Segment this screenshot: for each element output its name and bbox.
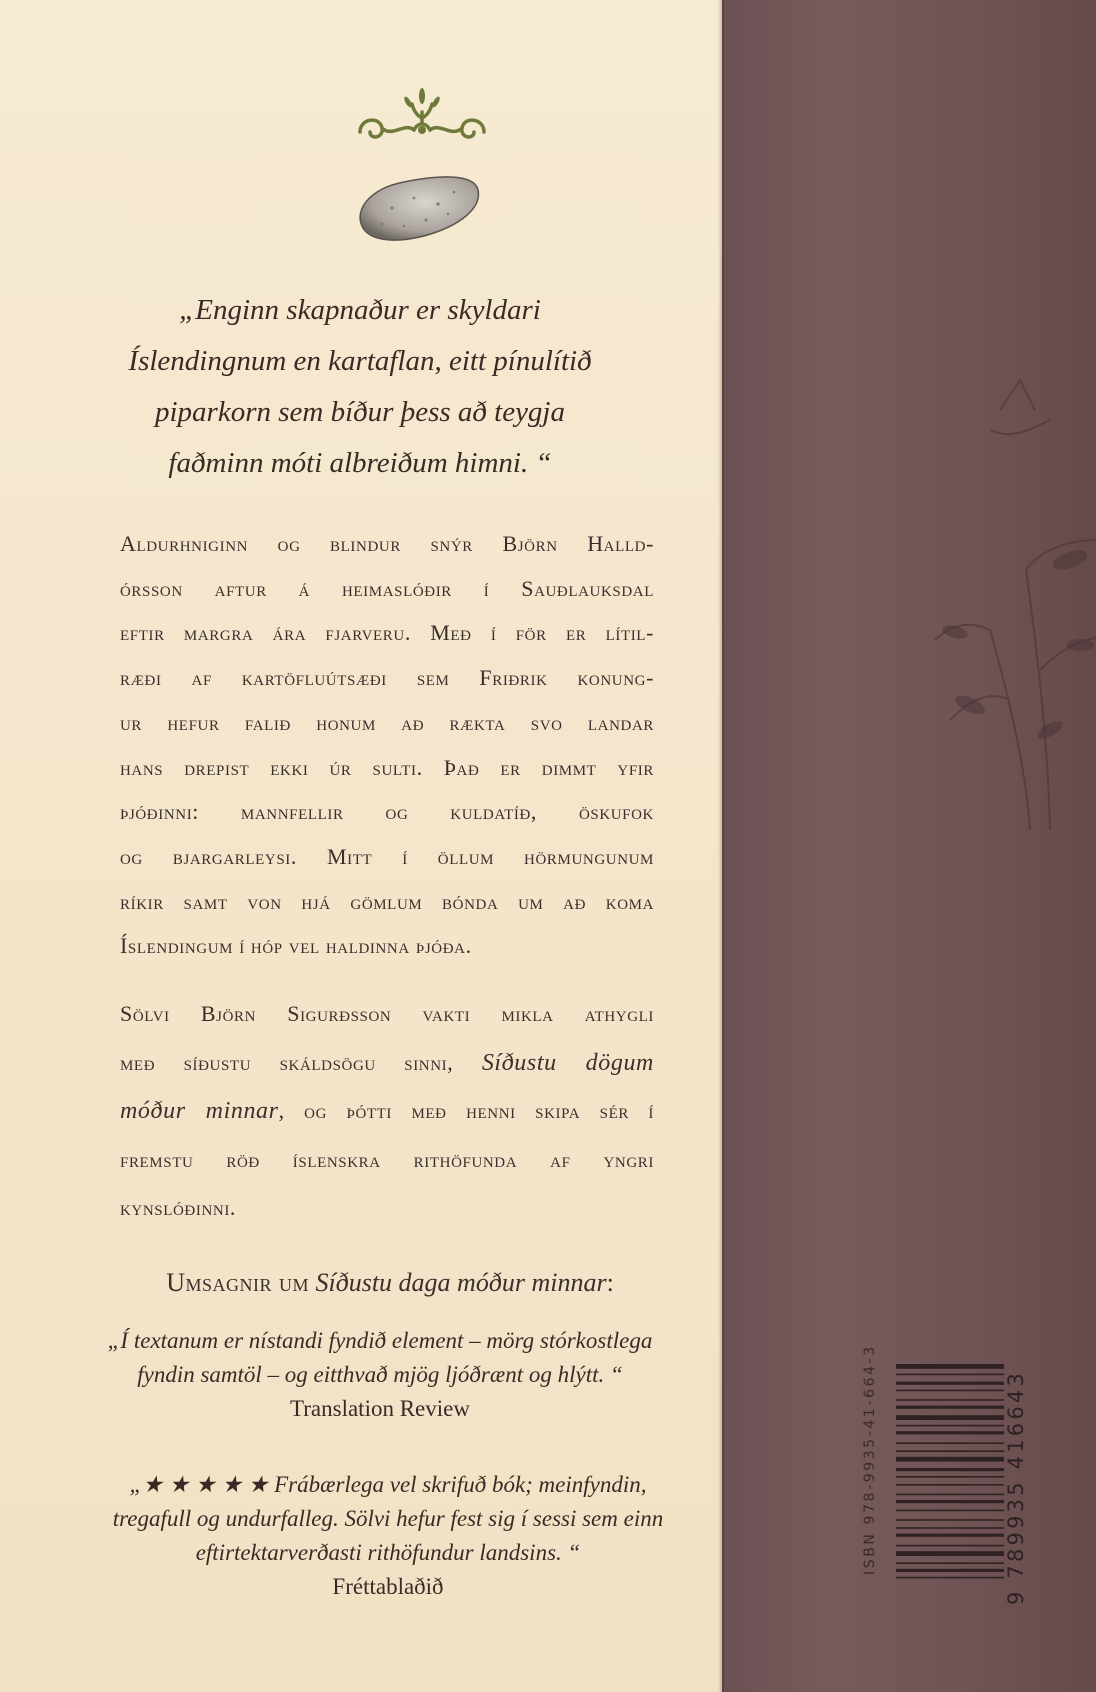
isbn-label: ISBN 978-9935-41-664-3 (862, 1344, 878, 1575)
blurb-line: ræði af kartöfluútsæði sem Friðrik konung- (120, 665, 654, 691)
barcode-bar (896, 1527, 1004, 1529)
blurb-line: órsson aftur á heimaslóðir í Sauðlauksdal (120, 575, 654, 601)
barcode-bar (896, 1494, 1004, 1496)
epigraph-line: piparkorn sem bíður þess að teygja (155, 396, 565, 428)
barcode-bar (896, 1545, 1004, 1547)
book-title-ref: Síðustu dögum (481, 1049, 654, 1076)
blurb-line: ríkir samt von hjá gömlum bónda um að koma (120, 888, 654, 914)
barcode-bar (896, 1457, 1004, 1462)
blurb-line: þjóðinni: mannfellir og kuldatíð, öskufok (120, 799, 654, 825)
author-note-line: Sölvi Björn Sigurðsson vakti mikla athygli (120, 1001, 654, 1026)
blurb-line: eftir margra ára fjarveru. Með í för er lítil- (120, 620, 654, 646)
barcode-bar (896, 1442, 1004, 1444)
epigraph-line: faðminn móti albreiðum himni. “ (168, 447, 552, 479)
barcode-bar (896, 1510, 1004, 1512)
review-line: tregafull og undurfalleg. Sölvi hefur fest sig í sessi sem einn (112, 1506, 664, 1531)
barcode-bar (896, 1374, 1004, 1376)
epigraph-line: Íslendingnum en kartaflan, eitt pínulítið (128, 345, 592, 377)
review-line: „★ ★ ★ ★ ★ Frábærlega vel skrifuð bók; meinfyndin, (129, 1472, 647, 1497)
plant-illustration-icon (930, 370, 1096, 840)
epigraph-line: „Enginn skapnaður er skyldari (179, 294, 541, 326)
author-note-text: með síðustu skáldsögu sinni, (120, 1049, 454, 1075)
barcode-digits: 9 789935 416643 (1004, 1369, 1028, 1605)
barcode-bar (896, 1562, 1004, 1564)
author-note-text: , og þótti með henni skipa sér í (278, 1098, 654, 1123)
potato-icon (352, 168, 482, 248)
review-source: Translation Review (290, 1396, 470, 1421)
book-title-ref: móður minnar (120, 1098, 279, 1124)
barcode-bar (896, 1390, 1004, 1392)
review-quote (68, 1468, 708, 1604)
reviews-heading-suffix: : (606, 1268, 614, 1297)
barcode-bar (896, 1534, 1004, 1537)
blurb-line: Íslendingum í hóp vel haldinna þjóða. (120, 933, 472, 959)
barcode-bar (896, 1476, 1004, 1478)
barcode-bar (896, 1431, 1004, 1434)
blurb-paragraph (120, 522, 654, 969)
author-note-line: fremstu röð íslenskra rithöfunda af yngri (120, 1146, 654, 1172)
blurb-line: hans drepist ekki úr sulti. Það er dimmt yfir (120, 754, 654, 780)
blurb-line: Aldurhniginn og blindur snýr Björn Halld- (120, 531, 654, 556)
barcode-bar (896, 1382, 1004, 1385)
barcode-bar (896, 1450, 1004, 1452)
author-note-paragraph (120, 990, 654, 1233)
barcode-bar (896, 1519, 1004, 1521)
barcode-bar (896, 1569, 1004, 1572)
reviews-heading-prefix: Umsagnir um (166, 1268, 309, 1297)
reviews-heading-title: Síðustu daga móður minnar (315, 1268, 607, 1297)
barcode-bar (896, 1364, 1004, 1369)
review-line: eftirtektarverðasti rithöfundur landsins. “ (195, 1540, 581, 1565)
barcode-bar (896, 1484, 1004, 1486)
review-source: Fréttablaðið (332, 1574, 444, 1599)
review-line: „Í textanum er nístandi fyndið element – mörg stórkostlega (107, 1328, 653, 1353)
barcode-bar (896, 1551, 1004, 1556)
barcode-bar (896, 1399, 1004, 1401)
flourish-ornament-icon (352, 82, 492, 152)
barcode-bar (896, 1500, 1004, 1503)
review-line: fyndin samtöl – og eitthvað mjög ljóðrænt og hlýtt. “ (137, 1362, 623, 1387)
epigraph-quote (70, 285, 650, 489)
reviews-heading (60, 1268, 720, 1298)
author-note-line (120, 1039, 654, 1088)
barcode-bar (896, 1415, 1004, 1420)
barcode (868, 1358, 1008, 1608)
blurb-line: ur hefur falið honum að rækta svo landar (120, 709, 654, 735)
author-note-line (120, 1087, 654, 1136)
review-quote (60, 1324, 700, 1426)
author-note-line: kynslóðinni. (120, 1195, 237, 1220)
barcode-bar (896, 1425, 1004, 1427)
barcode-bar (896, 1468, 1004, 1471)
barcode-bar (896, 1577, 1004, 1579)
blurb-line: og bjargarleysi. Mitt í öllum hörmungunum (120, 843, 654, 869)
barcode-bar (896, 1406, 1004, 1409)
spine-edge-shadow (718, 0, 724, 1692)
